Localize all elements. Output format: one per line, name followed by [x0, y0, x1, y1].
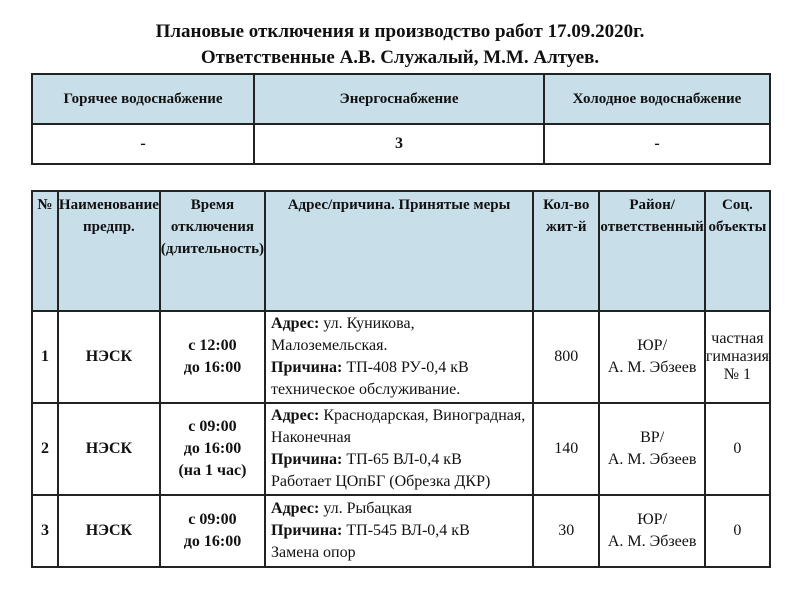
- responsible-text: А. М. Эбзеев: [607, 533, 697, 550]
- row-residents: 800: [533, 311, 599, 403]
- row-num: 2: [32, 403, 58, 495]
- table-row: [32, 311, 770, 403]
- row-district: [599, 311, 704, 403]
- row-residents: 140: [533, 403, 599, 495]
- row-address-reason: [265, 403, 533, 495]
- reason-text: ТП-545 ВЛ-0,4 кВ: [346, 522, 470, 539]
- time-to: до 16:00: [183, 359, 242, 376]
- address-label: Адрес:: [271, 407, 320, 424]
- address-text: Краснодарская, Виноградная, Наконечная: [271, 407, 526, 446]
- row-social: 0: [705, 403, 770, 495]
- table-row: [32, 403, 770, 495]
- row-org: НЭСК: [58, 495, 160, 567]
- measures-text: Работает ЦОпБГ (Обрезка ДКР): [271, 473, 491, 490]
- time-from: с 12:00: [188, 337, 237, 354]
- row-social: частная гимназия № 1: [705, 311, 770, 403]
- row-time: [160, 311, 265, 403]
- row-time: [160, 403, 265, 495]
- summary-value-hot-water: -: [32, 124, 254, 164]
- header-district: Район/ ответственный: [599, 191, 704, 311]
- reason-text: ТП-65 ВЛ-0,4 кВ: [346, 451, 462, 468]
- row-num: 1: [32, 311, 58, 403]
- row-org: НЭСК: [58, 403, 160, 495]
- measures-text: техническое обслуживание.: [271, 381, 461, 398]
- row-address-reason: [265, 311, 533, 403]
- measures-text: Замена опор: [271, 544, 356, 561]
- responsible-text: А. М. Эбзеев: [607, 451, 697, 468]
- time-from: с 09:00: [188, 511, 237, 528]
- time-duration: (на 1 час): [178, 462, 247, 479]
- summary-table: [31, 73, 771, 165]
- address-text: ул. Куникова, Малоземельская.: [271, 315, 415, 354]
- header-residents: Кол-во жит-й: [533, 191, 599, 311]
- table-row: [32, 495, 770, 567]
- reason-label: Причина:: [271, 359, 343, 376]
- district-text: ЮР/: [637, 511, 668, 528]
- responsible-line: Ответственные А.В. Служалый, М.М. Алтуев.: [200, 47, 600, 68]
- row-address-reason: [265, 495, 533, 567]
- row-social: 0: [705, 495, 770, 567]
- reason-label: Причина:: [271, 522, 343, 539]
- header-time: Время отключения (длительность): [160, 191, 265, 311]
- summary-value-cold-water: -: [544, 124, 770, 164]
- row-district: [599, 495, 704, 567]
- row-residents: 30: [533, 495, 599, 567]
- page-title: Плановые отключения и производство работ 17.09.2020г.: [155, 21, 645, 42]
- outages-table: [31, 190, 771, 568]
- time-from: с 09:00: [188, 418, 237, 435]
- header-social: Соц. объекты: [705, 191, 770, 311]
- summary-value-power: 3: [254, 124, 544, 164]
- header-address: Адрес/причина. Принятые меры: [265, 191, 533, 311]
- row-district: [599, 403, 704, 495]
- summary-header-power: Энергоснабжение: [254, 74, 544, 124]
- address-text: ул. Рыбацкая: [323, 500, 413, 517]
- summary-header-hot-water: Горячее водоснабжение: [32, 74, 254, 124]
- row-num: 3: [32, 495, 58, 567]
- summary-header-cold-water: Холодное водоснабжение: [544, 74, 770, 124]
- district-text: ВР/: [640, 429, 665, 446]
- time-to: до 16:00: [183, 440, 242, 457]
- time-to: до 16:00: [183, 533, 242, 550]
- responsible-text: А. М. Эбзеев: [607, 359, 697, 376]
- header-num: №: [32, 191, 58, 311]
- district-text: ЮР/: [637, 337, 668, 354]
- reason-label: Причина:: [271, 451, 343, 468]
- header-org: Наименование предпр.: [58, 191, 160, 311]
- row-org: НЭСК: [58, 311, 160, 403]
- row-time: [160, 495, 265, 567]
- address-label: Адрес:: [271, 500, 320, 517]
- address-label: Адрес:: [271, 315, 320, 332]
- reason-text: ТП-408 РУ-0,4 кВ: [346, 359, 469, 376]
